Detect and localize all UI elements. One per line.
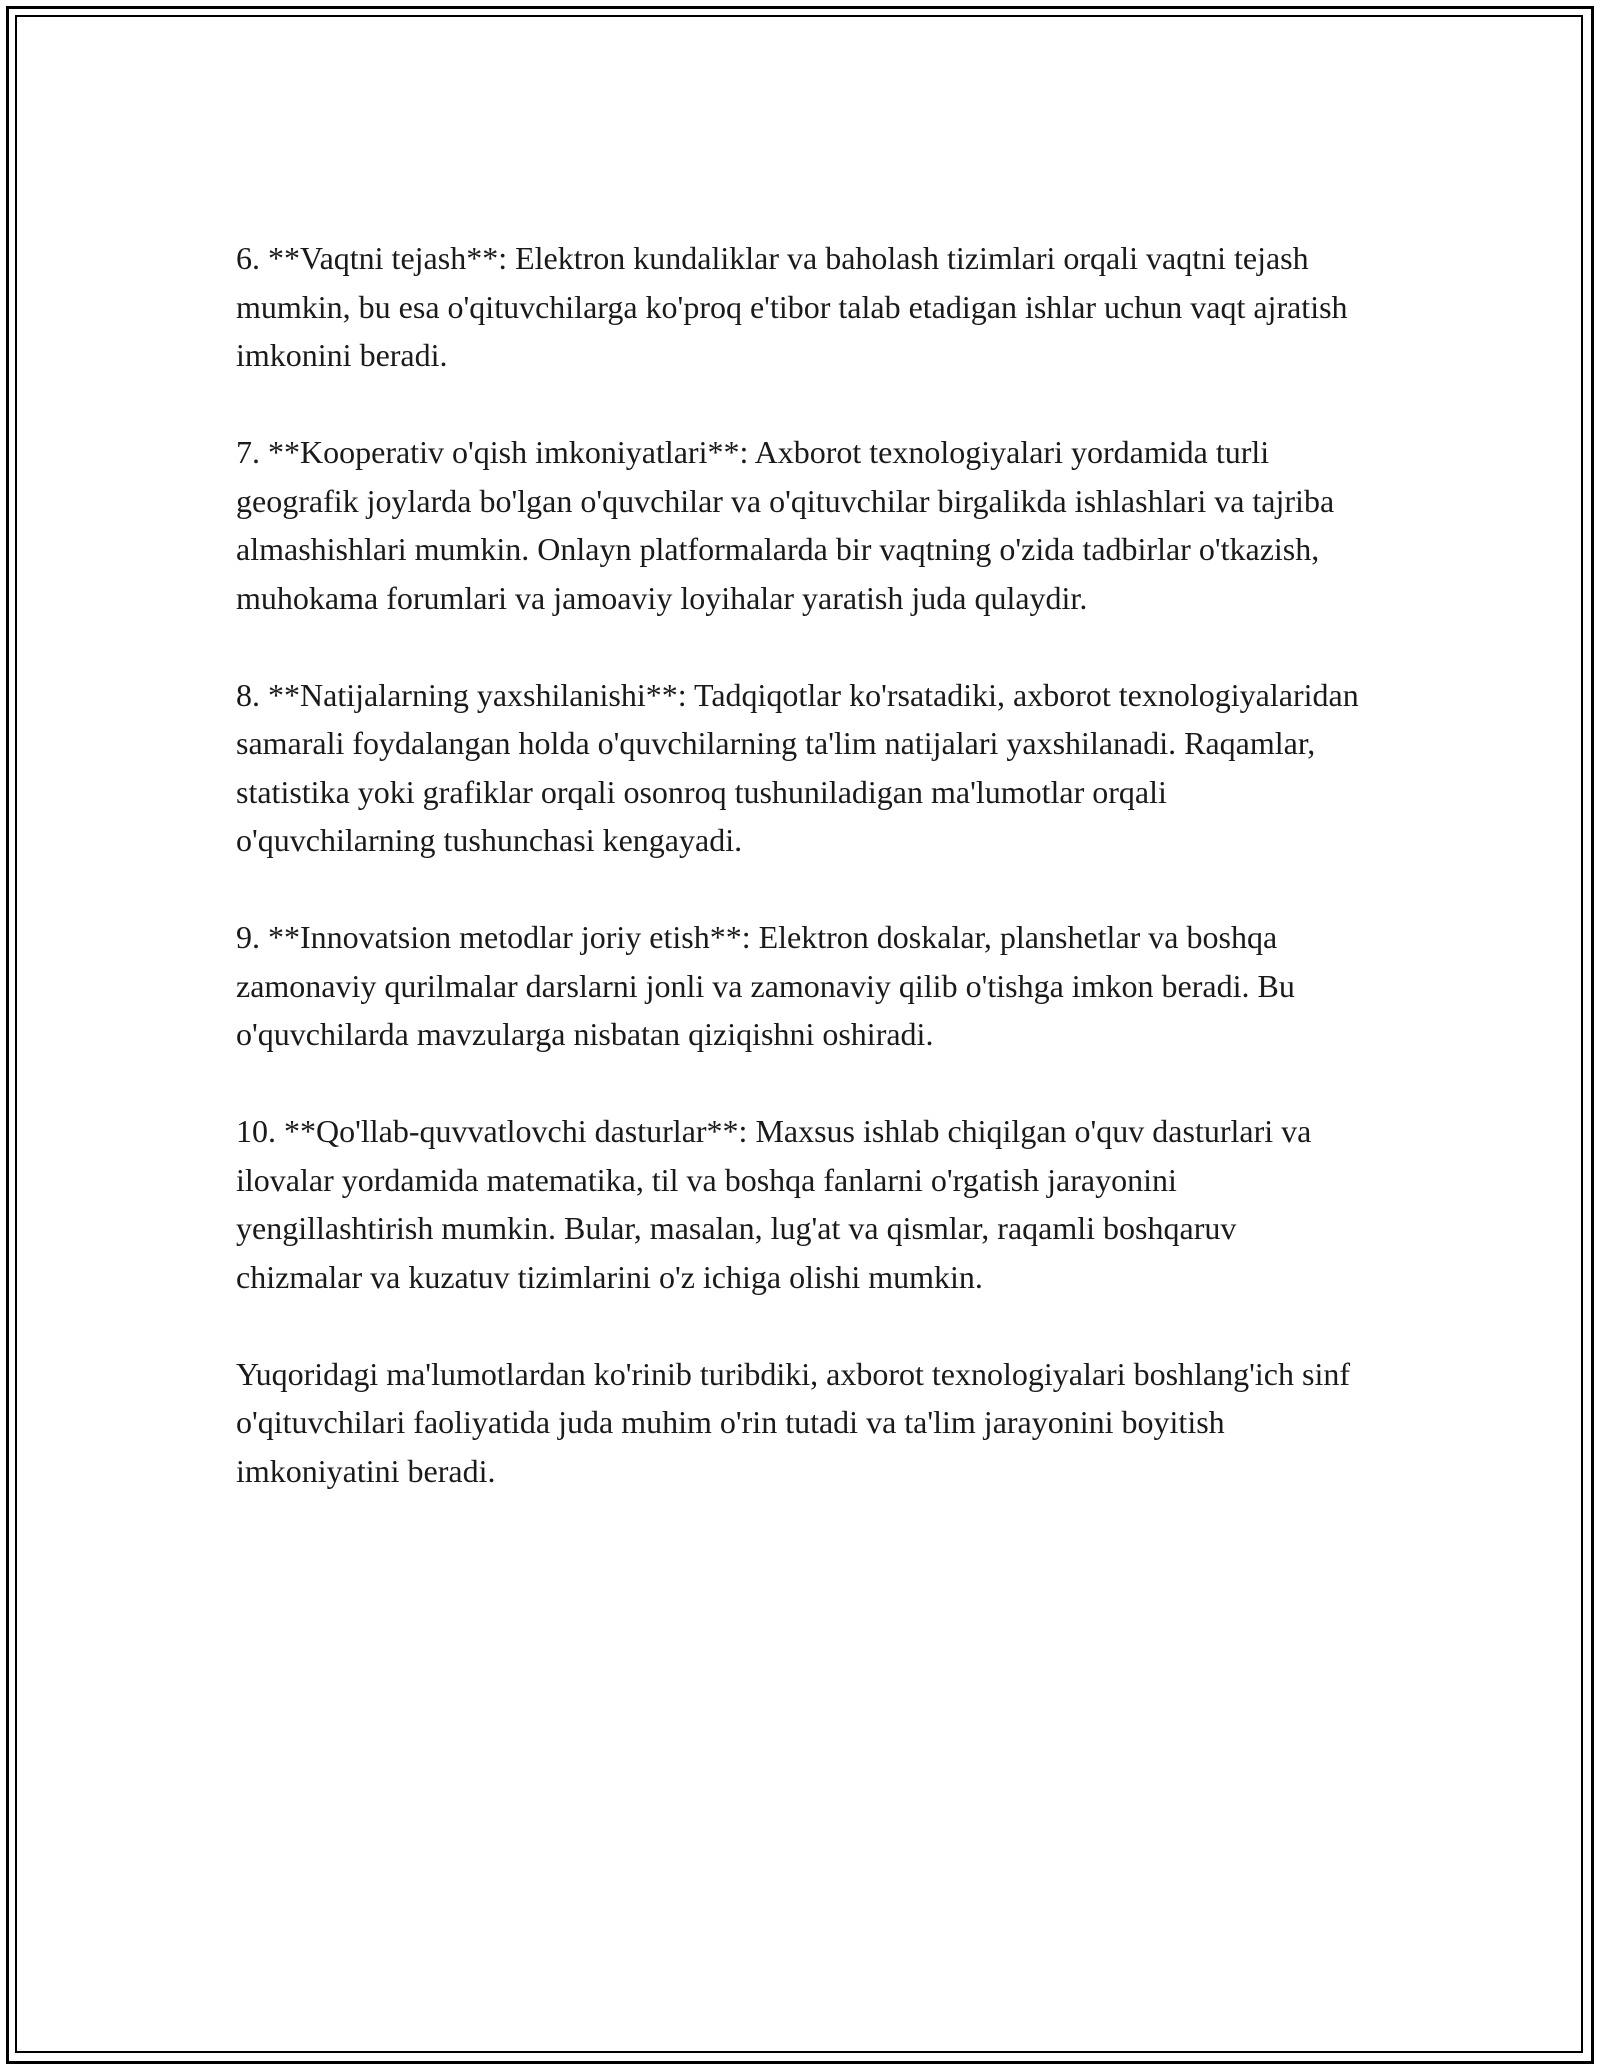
- paragraph-item-7: 7. **Kooperativ o'qish imkoniyatlari**: Axborot texnologiyalari yordamida turli geografik joylarda bo'lgan o'quvchilar va o'qituvchilar birgalikda ishlashlari va tajriba almashishlari mumkin. Onlayn platformalarda bir vaqtning o'zida tadbirlar o'tkazish, muhokama forumlari va jamoaviy loyihalar yaratish juda qulaydir.: [236, 434, 1335, 616]
- paragraph-item-6: 6. **Vaqtni tejash**: Elektron kundaliklar va baholash tizimlari orqali vaqtni tejash mumkin, bu esa o'qituvchilarga ko'proq e'tibor talab etadigan ishlar uchun vaqt ajratish imkonini beradi.: [236, 240, 1348, 373]
- paragraph-conclusion: Yuqoridagi ma'lumotlardan ko'rinib turibdiki, axborot texnologiyalari boshlang'ich sinf o'qituvchilari faoliyatida juda muhim o'rin tutadi va ta'lim jarayonini boyitish imkoniyatini beradi.: [236, 1355, 1350, 1489]
- paragraph-item-10: 10. **Qo'llab-quvvatlovchi dasturlar**: Maxsus ishlab chiqilgan o'quv dasturlari va ilovalar yordamida matematika, til va boshqa fanlarni o'rgatish jarayonini yengillashtirish mumkin. Bular, masalan, lug'at va qismlar, raqamli boshqaruv chizmalar va kuzatuv tizimlarini o'z ichiga olishi mumkin.: [236, 1113, 1312, 1295]
- paragraph-item-9: 9. **Innovatsion metodlar joriy etish**: Elektron doskalar, planshetlar va boshqa zamonaviy qurilmalar darslarni jonli va zamonaviy qilib o'tishga imkon beradi. Bu o'quvchilarda mavzularga nisbatan qiziqishni oshiradi.: [236, 919, 1295, 1052]
- paragraph-item-8: 8. **Natijalarning yaxshilanishi**: Tadqiqotlar ko'rsatadiki, axborot texnologiyalaridan samarali foydalangan holda o'quvchilarning ta'lim natijalari yaxshilanadi. Raqamlar, statistika yoki grafiklar orqali osonroq tushuniladigan ma'lumotlar orqali o'quvchilarning tushunchasi kengayadi.: [236, 676, 1359, 858]
- document-body: [236, 234, 1366, 1495]
